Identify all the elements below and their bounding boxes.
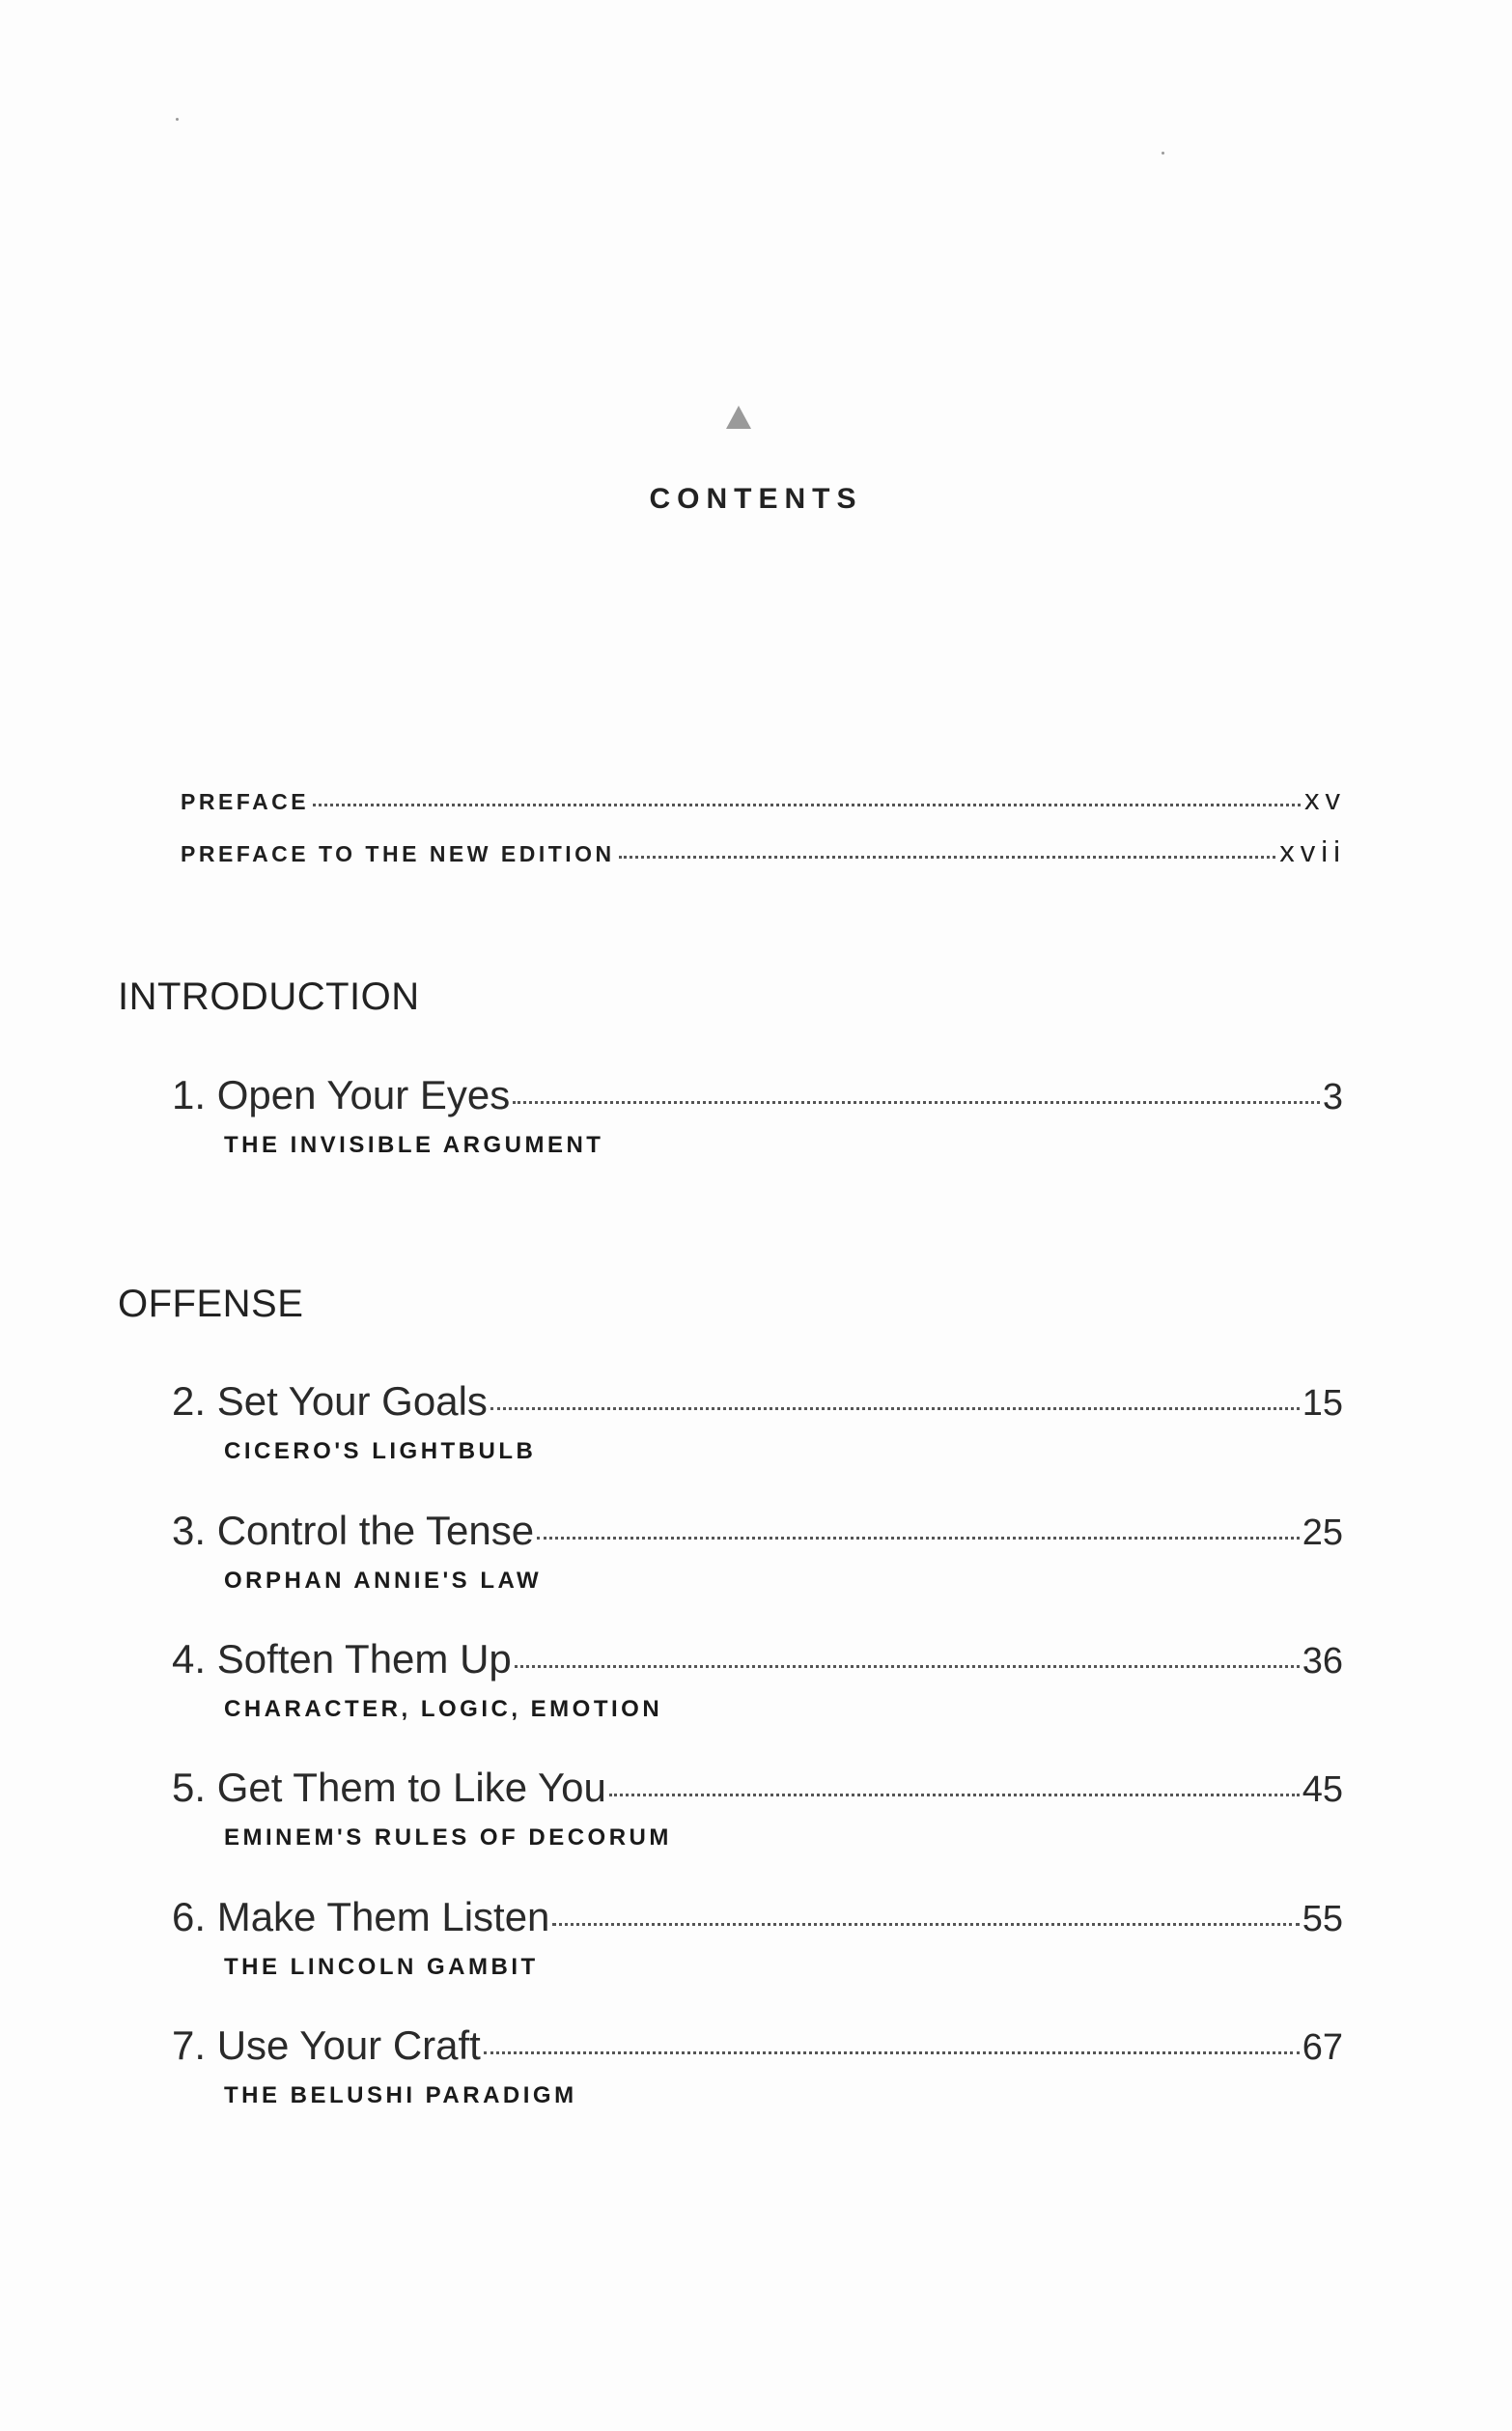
toc-chapter-2[interactable] xyxy=(172,1378,1343,1465)
chapter-title: Soften Them Up xyxy=(216,1636,512,1682)
dot-leader xyxy=(537,1537,1300,1540)
triangle-ornament-icon xyxy=(726,406,751,429)
dot-leader xyxy=(552,1923,1299,1926)
toc-page-number: xv xyxy=(1304,782,1346,816)
toc-chapter-4[interactable] xyxy=(172,1636,1343,1723)
chapter-subtitle: EMINEM'S RULES OF DECORUM xyxy=(224,1824,672,1851)
chapter-subtitle: THE INVISIBLE ARGUMENT xyxy=(224,1132,604,1158)
chapter-subtitle: ORPHAN ANNIE'S LAW xyxy=(224,1568,543,1594)
toc-page-number: 15 xyxy=(1302,1383,1343,1424)
chapter-number: 2. xyxy=(172,1378,207,1424)
part-heading-introduction: INTRODUCTION xyxy=(118,975,420,1018)
chapter-subtitle: THE LINCOLN GAMBIT xyxy=(224,1954,539,1980)
chapter-title: Set Your Goals xyxy=(216,1378,488,1424)
chapter-title: Make Them Listen xyxy=(216,1894,550,1939)
dot-leader xyxy=(609,1794,1300,1796)
toc-entry-label: PREFACE TO THE NEW EDITION xyxy=(181,841,615,866)
part-heading-offense: OFFENSE xyxy=(118,1283,304,1325)
dot-leader xyxy=(484,2051,1300,2054)
chapter-subtitle: CHARACTER, LOGIC, EMOTION xyxy=(224,1696,663,1722)
toc-entry-preface[interactable] xyxy=(181,782,1346,817)
chapter-title: Open Your Eyes xyxy=(216,1072,511,1117)
toc-page-number: 67 xyxy=(1302,2027,1343,2068)
scan-speck xyxy=(1162,152,1164,155)
toc-chapter-6[interactable] xyxy=(172,1894,1343,1981)
toc-page-number: 36 xyxy=(1302,1641,1343,1682)
dot-leader xyxy=(515,1665,1300,1668)
dot-leader xyxy=(490,1407,1300,1410)
toc-chapter-1[interactable] xyxy=(172,1072,1343,1159)
chapter-title: Get Them to Like You xyxy=(216,1765,606,1810)
chapter-subtitle: CICERO'S LIGHTBULB xyxy=(224,1438,537,1464)
toc-page-number: xvii xyxy=(1279,834,1346,868)
scan-speck xyxy=(176,118,179,121)
chapter-subtitle: THE BELUSHI PARADIGM xyxy=(224,2082,577,2108)
chapter-number: 6. xyxy=(172,1894,207,1939)
chapter-title: Use Your Craft xyxy=(216,2022,481,2068)
chapter-number: 1. xyxy=(172,1072,207,1117)
chapter-title: Control the Tense xyxy=(216,1508,535,1553)
toc-chapter-7[interactable] xyxy=(172,2022,1343,2109)
chapter-number: 7. xyxy=(172,2022,207,2068)
toc-chapter-5[interactable] xyxy=(172,1765,1343,1852)
page-title: CONTENTS xyxy=(649,483,863,515)
toc-page-number: 55 xyxy=(1302,1899,1343,1939)
toc-page-number: 3 xyxy=(1322,1077,1343,1117)
toc-entry-preface-new-edition[interactable] xyxy=(181,834,1346,869)
toc-entry-label: PREFACE xyxy=(181,789,310,814)
dot-leader xyxy=(313,804,1301,806)
toc-chapter-3[interactable] xyxy=(172,1508,1343,1595)
dot-leader xyxy=(513,1101,1320,1104)
dot-leader xyxy=(619,856,1276,859)
chapter-number: 3. xyxy=(172,1508,207,1553)
toc-page-number: 25 xyxy=(1302,1512,1343,1553)
chapter-number: 5. xyxy=(172,1765,207,1810)
toc-page-number: 45 xyxy=(1302,1769,1343,1810)
chapter-number: 4. xyxy=(172,1636,207,1682)
